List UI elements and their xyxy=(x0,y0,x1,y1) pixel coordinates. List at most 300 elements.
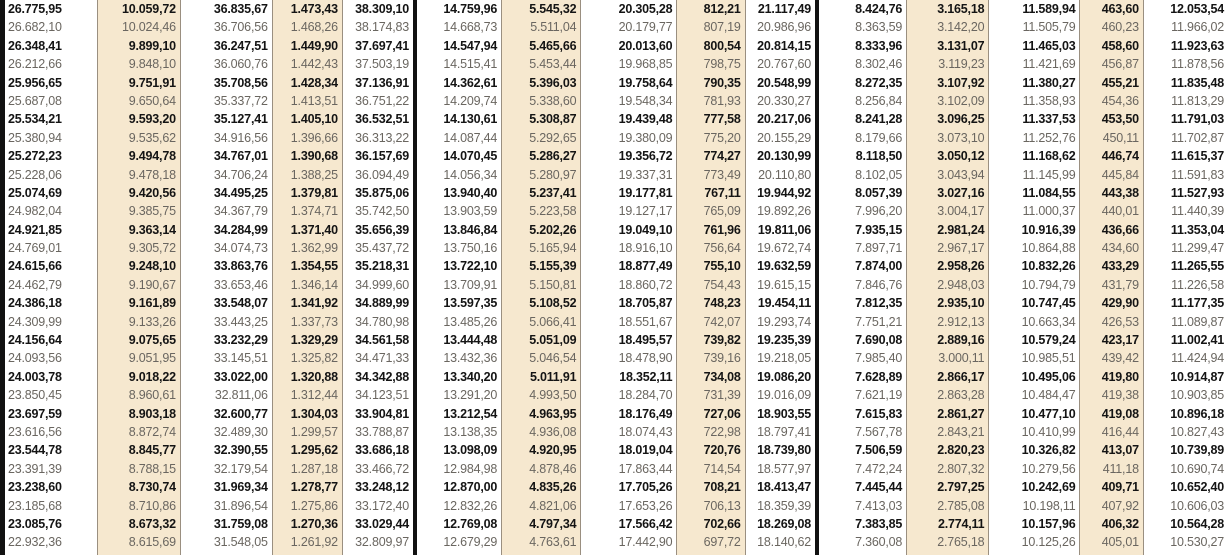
table-cell: 18.903,55 xyxy=(757,406,811,421)
table-cell: 35.437,72 xyxy=(355,241,409,256)
table-cell: 7.615,83 xyxy=(855,406,903,421)
table-cell: 18.916,10 xyxy=(618,241,673,256)
table-cell: 10.985,51 xyxy=(1021,351,1076,366)
table-cell: 20.130,99 xyxy=(757,149,811,164)
table-cell: 18.284,70 xyxy=(618,388,673,403)
table-cell: 14.515,41 xyxy=(443,57,498,72)
table-cell: 12.870,00 xyxy=(443,480,498,495)
table-cell: 13.597,35 xyxy=(443,296,498,311)
table-cell: 31.759,08 xyxy=(213,516,268,531)
table-cell: 19.293,74 xyxy=(757,314,811,329)
table-cell: 11.265,55 xyxy=(1170,259,1225,274)
table-cell: 1.473,43 xyxy=(290,2,338,16)
table-cell: 23.616,56 xyxy=(8,424,62,439)
table-cell: 18.739,80 xyxy=(757,443,811,458)
table-cell: 9.385,75 xyxy=(128,204,176,219)
table-cell: 19.615,15 xyxy=(757,277,811,292)
table-cell: 14.209,74 xyxy=(443,93,498,108)
table-cell: 11.002,41 xyxy=(1170,333,1225,348)
table-cell: 423,17 xyxy=(1101,333,1139,348)
table-cell: 3.142,20 xyxy=(937,20,985,35)
table-cell: 722,98 xyxy=(703,424,741,439)
table-cell: 20.110,80 xyxy=(758,167,811,182)
table-cell: 413,07 xyxy=(1101,443,1139,458)
table-cell: 10.579,24 xyxy=(1021,333,1076,348)
table-cell: 5.108,52 xyxy=(529,296,577,311)
table-cell: 3.102,09 xyxy=(937,93,985,108)
table-cell: 11.966,02 xyxy=(1171,20,1225,35)
table-cell: 19.049,10 xyxy=(618,222,673,237)
table-cell: 13.340,20 xyxy=(443,369,498,384)
table-cell: 1.374,71 xyxy=(290,204,338,219)
table-cell: 13.212,54 xyxy=(443,406,498,421)
table-cell: 5.051,09 xyxy=(529,333,577,348)
table-cell: 18.551,67 xyxy=(618,314,673,329)
table-cell: 2.785,08 xyxy=(937,498,985,513)
table-cell: 32.600,77 xyxy=(213,406,268,421)
table-cell: 7.621,19 xyxy=(855,388,903,403)
table-cell: 13.444,48 xyxy=(443,333,498,348)
table-cell: 11.168,62 xyxy=(1022,149,1076,164)
table-cell: 21.117,49 xyxy=(757,2,811,16)
table-cell: 436,66 xyxy=(1101,222,1139,237)
table-cell: 20.013,60 xyxy=(618,38,673,53)
table-cell: 13.722,10 xyxy=(443,259,498,274)
table-cell: 443,38 xyxy=(1101,185,1139,200)
table-cell: 10.652,40 xyxy=(1170,480,1225,495)
table-cell: 4.936,08 xyxy=(529,424,577,439)
table-cell: 7.935,15 xyxy=(855,222,903,237)
table-cell: 33.443,25 xyxy=(213,314,268,329)
table-cell: 32.809,97 xyxy=(355,535,409,550)
table-column-4 xyxy=(1080,0,1143,555)
table-cell: 18.577,97 xyxy=(757,461,811,476)
table-cell: 33.863,76 xyxy=(213,259,268,274)
table-cell: 34.123,51 xyxy=(355,388,409,403)
table-cell: 739,82 xyxy=(703,333,741,348)
table-cell: 10.157,96 xyxy=(1021,516,1076,531)
table-cell: 1.449,90 xyxy=(290,38,338,53)
table-cell: 2.912,13 xyxy=(937,314,985,329)
table-cell: 25.272,23 xyxy=(8,149,62,164)
table-cell: 23.544,78 xyxy=(8,443,62,458)
table-cell: 5.237,41 xyxy=(529,185,577,200)
table-cell: 23.238,60 xyxy=(8,480,62,495)
table-cell: 727,06 xyxy=(703,406,741,421)
table-cell: 19.235,39 xyxy=(757,333,811,348)
table-cell: 2.861,27 xyxy=(937,406,985,421)
table-cell: 10.410,99 xyxy=(1021,424,1076,439)
table-cell: 3.004,17 xyxy=(937,204,985,219)
table-cell: 10.747,45 xyxy=(1021,296,1076,311)
table-cell: 4.993,50 xyxy=(529,388,577,403)
table-cell: 9.848,10 xyxy=(128,57,176,72)
table-cell: 32.390,55 xyxy=(213,443,268,458)
table-cell: 2.774,11 xyxy=(937,516,985,531)
table-cell: 5.046,54 xyxy=(529,351,577,366)
table-cell: 20.155,29 xyxy=(757,130,811,145)
table-cell: 5.286,27 xyxy=(529,149,577,164)
table-cell: 8.363,59 xyxy=(855,20,903,35)
table-cell: 7.996,20 xyxy=(855,204,903,219)
table-cell: 4.878,46 xyxy=(529,461,577,476)
table-cell: 7.472,24 xyxy=(855,461,903,476)
table-cell: 10.279,56 xyxy=(1021,461,1076,476)
table-cell: 1.337,73 xyxy=(290,314,338,329)
table-cell: 11.424,94 xyxy=(1171,351,1225,366)
table-cell: 33.904,81 xyxy=(355,406,409,421)
table-cell: 10.495,06 xyxy=(1021,369,1076,384)
table-cell: 2.863,28 xyxy=(937,388,985,403)
table-cell: 11.505,79 xyxy=(1022,20,1076,35)
table-cell: 9.248,10 xyxy=(128,259,176,274)
table-cell: 1.354,55 xyxy=(290,259,338,274)
table-cell: 11.527,93 xyxy=(1170,185,1225,200)
table-cell: 33.653,46 xyxy=(213,277,268,292)
table-cell: 18.705,87 xyxy=(618,296,673,311)
table-cell: 720,76 xyxy=(703,443,741,458)
table-cell: 9.018,22 xyxy=(128,369,176,384)
table-cell: 17.653,26 xyxy=(618,498,673,513)
table-cell: 10.914,87 xyxy=(1170,369,1225,384)
table-cell: 32.179,54 xyxy=(213,461,268,476)
table-cell: 807,19 xyxy=(703,20,741,35)
table-column-3 xyxy=(989,0,1080,555)
table-cell: 9.161,89 xyxy=(128,296,176,311)
table-cell: 34.367,79 xyxy=(213,204,268,219)
table-cell: 4.763,61 xyxy=(529,535,577,550)
table-cell: 7.812,35 xyxy=(855,296,903,311)
table-cell: 731,39 xyxy=(703,388,741,403)
table-cell: 7.445,44 xyxy=(855,480,903,495)
table-cell: 3.000,11 xyxy=(938,351,985,366)
table-cell: 11.089,87 xyxy=(1171,314,1225,329)
table-cell: 12.984,98 xyxy=(443,461,498,476)
table-cell: 7.567,78 xyxy=(855,424,903,439)
table-cell: 7.846,76 xyxy=(855,277,903,292)
table-cell: 453,50 xyxy=(1101,112,1139,127)
table-cell: 34.767,01 xyxy=(213,149,268,164)
table-cell: 706,13 xyxy=(703,498,741,513)
table-panel-1 xyxy=(0,0,413,555)
table-cell: 26.775,95 xyxy=(8,2,62,16)
table-cell: 34.561,58 xyxy=(355,333,409,348)
table-cell: 5.545,32 xyxy=(529,2,577,16)
table-cell: 14.362,61 xyxy=(443,75,498,90)
table-cell: 37.136,91 xyxy=(355,75,409,90)
table-cell: 7.874,00 xyxy=(855,259,903,274)
table-cell: 1.468,26 xyxy=(290,20,338,35)
table-cell: 10.896,18 xyxy=(1170,406,1225,421)
table-cell: 19.177,81 xyxy=(618,185,673,200)
table-cell: 17.566,42 xyxy=(618,516,673,531)
table-cell: 22.932,36 xyxy=(8,535,62,550)
table-cell: 20.767,60 xyxy=(757,57,811,72)
table-cell: 8.903,18 xyxy=(128,406,176,421)
table-cell: 19.127,17 xyxy=(618,204,673,219)
table-cell: 790,35 xyxy=(703,75,741,90)
table-cell: 5.202,26 xyxy=(529,222,577,237)
table-column-4 xyxy=(677,0,745,555)
table-cell: 5.280,97 xyxy=(529,167,577,182)
table-cell: 13.432,36 xyxy=(443,351,498,366)
table-cell: 458,60 xyxy=(1101,38,1139,53)
table-cell: 25.380,94 xyxy=(8,130,62,145)
table-cell: 11.380,27 xyxy=(1022,75,1076,90)
table-cell: 798,75 xyxy=(703,57,741,72)
table-cell: 23.391,39 xyxy=(8,461,62,476)
table-cell: 20.305,28 xyxy=(618,2,673,16)
table-cell: 10.903,85 xyxy=(1170,388,1225,403)
table-cell: 36.313,22 xyxy=(355,130,409,145)
table-cell: 11.878,56 xyxy=(1171,57,1225,72)
table-cell: 18.269,08 xyxy=(757,516,811,531)
table-cell: 11.835,48 xyxy=(1170,75,1225,90)
table-cell: 19.016,09 xyxy=(757,388,811,403)
table-cell: 1.362,99 xyxy=(290,241,338,256)
table-cell: 1.371,40 xyxy=(290,222,338,237)
table-cell: 35.218,31 xyxy=(355,259,409,274)
table-cell: 25.956,65 xyxy=(8,75,62,90)
table-cell: 4.835,26 xyxy=(529,480,577,495)
table-cell: 33.248,12 xyxy=(355,480,409,495)
table-cell: 34.074,73 xyxy=(213,241,268,256)
table-cell: 419,80 xyxy=(1101,369,1139,384)
table-cell: 13.098,09 xyxy=(443,443,498,458)
table-cell: 10.606,03 xyxy=(1170,498,1225,513)
table-cell: 25.074,69 xyxy=(8,185,62,200)
table-column-3 xyxy=(581,0,677,555)
table-cell: 11.177,35 xyxy=(1170,296,1225,311)
table-column-5 xyxy=(746,0,815,555)
table-cell: 19.672,74 xyxy=(757,241,811,256)
table-cell: 10.530,27 xyxy=(1170,535,1225,550)
table-cell: 31.548,05 xyxy=(213,535,268,550)
table-cell: 754,43 xyxy=(703,277,741,292)
table-cell: 1.341,92 xyxy=(290,296,338,311)
table-cell: 2.981,24 xyxy=(937,222,985,237)
table-cell: 8.615,69 xyxy=(128,535,176,550)
table-cell: 20.814,15 xyxy=(757,38,811,53)
table-cell: 18.352,11 xyxy=(619,369,673,384)
table-cell: 773,49 xyxy=(703,167,741,182)
table-cell: 1.287,18 xyxy=(290,461,338,476)
table-cell: 8.730,74 xyxy=(128,480,176,495)
table-cell: 36.751,22 xyxy=(355,93,409,108)
table-cell: 34.495,25 xyxy=(213,185,268,200)
table-cell: 2.843,21 xyxy=(937,424,985,439)
table-cell: 36.835,67 xyxy=(213,2,268,16)
table-cell: 5.223,58 xyxy=(529,204,577,219)
table-cell: 10.564,28 xyxy=(1170,516,1225,531)
table-cell: 35.656,39 xyxy=(355,222,409,237)
table-cell: 5.308,87 xyxy=(529,112,577,127)
table-cell: 10.739,89 xyxy=(1170,443,1225,458)
table-cell: 13.750,16 xyxy=(443,241,498,256)
table-cell: 11.145,99 xyxy=(1022,167,1076,182)
table-cell: 775,20 xyxy=(703,130,741,145)
table-cell: 5.396,03 xyxy=(529,75,577,90)
table-cell: 3.073,10 xyxy=(937,130,985,145)
table-cell: 1.329,29 xyxy=(290,333,338,348)
table-cell: 13.903,59 xyxy=(443,204,498,219)
table-column-2 xyxy=(907,0,989,555)
table-cell: 1.325,82 xyxy=(290,351,338,366)
table-cell: 1.261,92 xyxy=(290,535,338,550)
table-cell: 756,64 xyxy=(703,241,741,256)
table-cell: 755,10 xyxy=(703,259,741,274)
table-cell: 1.379,81 xyxy=(290,185,338,200)
table-cell: 10.326,82 xyxy=(1021,443,1076,458)
table-cell: 8.960,61 xyxy=(128,388,176,403)
table-cell: 18.359,39 xyxy=(757,498,811,513)
table-cell: 34.780,98 xyxy=(355,314,409,329)
table-cell: 11.353,04 xyxy=(1170,222,1225,237)
table-column-5 xyxy=(1144,0,1228,555)
table-cell: 34.706,24 xyxy=(213,167,268,182)
table-cell: 409,71 xyxy=(1101,480,1139,495)
table-cell: 1.299,57 xyxy=(290,424,338,439)
table-cell: 33.548,07 xyxy=(213,296,268,311)
table-cell: 13.138,35 xyxy=(443,424,498,439)
table-cell: 1.388,25 xyxy=(290,167,338,182)
table-cell: 33.145,51 xyxy=(213,351,268,366)
table-cell: 781,93 xyxy=(703,93,741,108)
table-cell: 5.292,65 xyxy=(529,130,577,145)
table-cell: 37.697,41 xyxy=(355,38,409,53)
table-cell: 7.897,71 xyxy=(855,241,903,256)
table-cell: 32.811,06 xyxy=(214,388,268,403)
table-cell: 10.125,26 xyxy=(1021,535,1076,550)
table-cell: 36.157,69 xyxy=(355,149,409,164)
table-cell: 19.968,85 xyxy=(618,57,673,72)
table-cell: 8.272,35 xyxy=(855,75,903,90)
table-cell: 1.275,86 xyxy=(290,498,338,513)
table-panel-3 xyxy=(815,0,1228,555)
table-cell: 33.466,72 xyxy=(355,461,409,476)
table-cell: 3.043,94 xyxy=(937,167,985,182)
table-cell: 11.337,53 xyxy=(1022,112,1076,127)
table-cell: 34.284,99 xyxy=(213,222,268,237)
table-cell: 24.093,56 xyxy=(8,351,62,366)
table-cell: 1.442,43 xyxy=(290,57,338,72)
table-cell: 5.150,81 xyxy=(529,277,577,292)
table-cell: 12.832,26 xyxy=(443,498,498,513)
table-cell: 33.022,00 xyxy=(213,369,268,384)
table-cell: 19.892,26 xyxy=(757,204,811,219)
table-cell: 5.011,91 xyxy=(529,369,577,384)
table-cell: 767,11 xyxy=(704,185,741,200)
table-cell: 11.226,58 xyxy=(1171,277,1225,292)
table-cell: 12.679,29 xyxy=(443,535,498,550)
table-cell: 11.589,94 xyxy=(1022,2,1076,16)
table-cell: 18.413,47 xyxy=(757,480,811,495)
table-cell: 431,79 xyxy=(1101,277,1139,292)
table-cell: 24.309,99 xyxy=(8,314,62,329)
table-column-4 xyxy=(273,0,343,555)
table-column-3 xyxy=(181,0,273,555)
table-cell: 7.690,08 xyxy=(855,333,903,348)
table-cell: 1.312,44 xyxy=(290,388,338,403)
table-cell: 3.165,18 xyxy=(937,2,985,16)
table-cell: 18.495,57 xyxy=(618,333,673,348)
table-cell: 24.462,79 xyxy=(8,277,62,292)
table-cell: 35.875,06 xyxy=(355,185,409,200)
table-cell: 14.547,94 xyxy=(443,38,498,53)
table-column-1 xyxy=(819,0,907,555)
table-cell: 20.548,99 xyxy=(757,75,811,90)
table-cell: 11.000,37 xyxy=(1022,204,1076,219)
table-cell: 24.615,66 xyxy=(8,259,62,274)
table-cell: 26.348,41 xyxy=(8,38,62,53)
table-cell: 10.827,43 xyxy=(1170,424,1225,439)
table-cell: 5.165,94 xyxy=(529,241,577,256)
table-cell: 419,08 xyxy=(1101,406,1139,421)
table-cell: 446,74 xyxy=(1101,149,1139,164)
table-cell: 37.503,19 xyxy=(355,57,409,72)
table-cell: 4.920,95 xyxy=(529,443,577,458)
table-cell: 19.086,20 xyxy=(757,369,811,384)
table-cell: 3.107,92 xyxy=(937,75,985,90)
table-cell: 18.877,49 xyxy=(618,259,673,274)
table-cell: 8.118,50 xyxy=(855,149,903,164)
table-cell: 2.765,18 xyxy=(937,535,985,550)
table-cell: 7.628,89 xyxy=(855,369,903,384)
table-cell: 10.242,69 xyxy=(1021,480,1076,495)
table-cell: 35.127,41 xyxy=(213,112,268,127)
table-cell: 1.304,03 xyxy=(290,406,338,421)
table-cell: 2.820,23 xyxy=(937,443,985,458)
table-cell: 7.751,21 xyxy=(855,314,903,329)
table-cell: 33.686,18 xyxy=(355,443,409,458)
table-cell: 18.478,90 xyxy=(618,351,673,366)
table-cell: 7.413,03 xyxy=(855,498,903,513)
table-cell: 454,36 xyxy=(1101,93,1139,108)
table-cell: 17.863,44 xyxy=(618,461,673,476)
table-cell: 419,38 xyxy=(1101,388,1139,403)
table-cell: 23.697,59 xyxy=(8,406,62,421)
table-cell: 19.218,05 xyxy=(757,351,811,366)
table-cell: 697,72 xyxy=(703,535,741,550)
table-cell: 14.668,73 xyxy=(443,20,498,35)
table-cell: 5.338,60 xyxy=(529,93,577,108)
table-cell: 18.860,72 xyxy=(618,277,673,292)
table-cell: 8.179,66 xyxy=(855,130,903,145)
table-cell: 3.050,12 xyxy=(937,149,985,164)
table-cell: 10.916,39 xyxy=(1021,222,1076,237)
table-cell: 35.708,56 xyxy=(213,75,268,90)
table-cell: 7.383,85 xyxy=(855,516,903,531)
table-cell: 8.333,96 xyxy=(855,38,903,53)
table-cell: 426,53 xyxy=(1101,314,1139,329)
table-cell: 18.797,41 xyxy=(757,424,811,439)
table-cell: 20.217,06 xyxy=(757,112,811,127)
table-cell: 777,58 xyxy=(703,112,741,127)
table-cell: 36.094,49 xyxy=(355,167,409,182)
table-cell: 7.360,08 xyxy=(855,535,903,550)
table-cell: 18.074,43 xyxy=(618,424,673,439)
table-cell: 812,21 xyxy=(703,2,741,16)
table-cell: 1.390,68 xyxy=(290,149,338,164)
table-cell: 17.705,26 xyxy=(618,480,673,495)
table-cell: 761,96 xyxy=(703,222,741,237)
table-cell: 1.405,10 xyxy=(290,112,338,127)
table-cell: 440,01 xyxy=(1101,204,1139,219)
table-cell: 14.070,45 xyxy=(443,149,498,164)
table-cell: 800,54 xyxy=(703,38,741,53)
table-cell: 2.807,32 xyxy=(937,461,985,476)
table-cell: 10.832,26 xyxy=(1021,259,1076,274)
